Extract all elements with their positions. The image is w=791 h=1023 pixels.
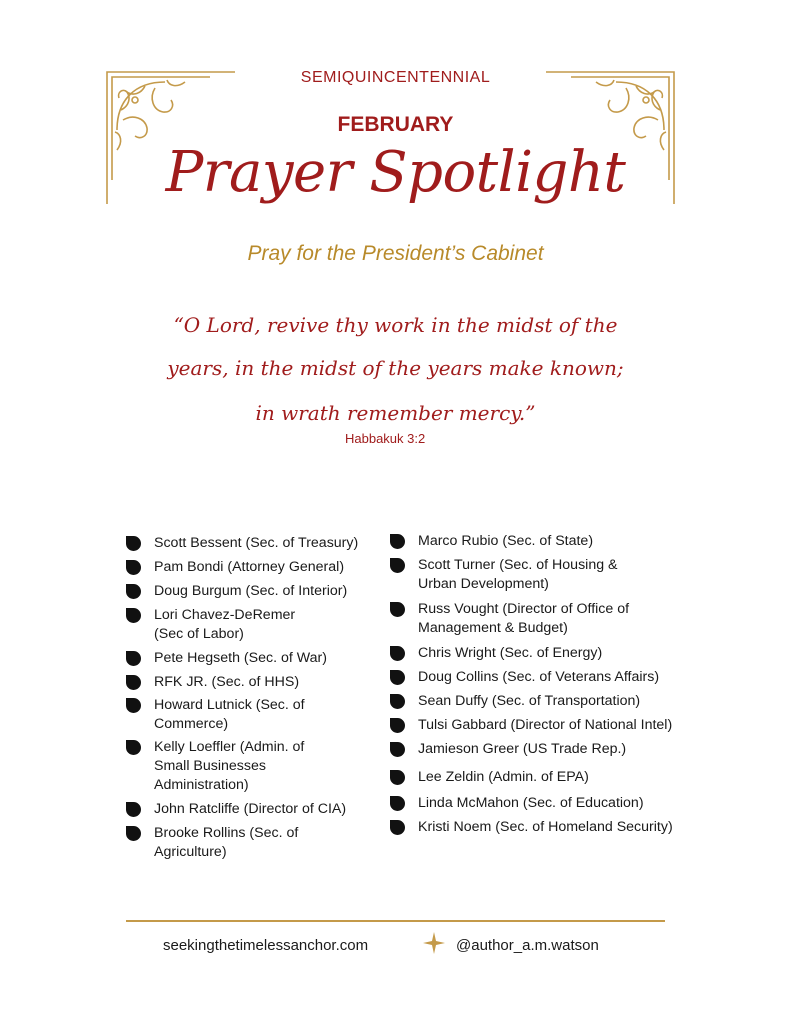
cabinet-member-text: Scott Turner (Sec. of Housing & xyxy=(418,557,618,573)
cabinet-member-text: Chris Wright (Sec. of Energy) xyxy=(418,645,603,661)
cabinet-list-item xyxy=(126,673,416,692)
leaf-bullet-icon xyxy=(390,742,405,757)
cabinet-list-item xyxy=(126,800,416,819)
four-point-star-icon xyxy=(423,932,445,954)
cabinet-list-item xyxy=(390,768,758,787)
cabinet-member-text: Pete Hegseth (Sec. of War) xyxy=(154,650,327,666)
cabinet-member-text: Doug Burgum (Sec. of Interior) xyxy=(154,583,348,599)
cabinet-member-text: Russ Vought (Director of Office of xyxy=(418,601,630,617)
cabinet-list-item xyxy=(390,668,758,687)
cabinet-member-text: Pam Bondi (Attorney General) xyxy=(154,559,345,575)
cabinet-member-text: Scott Bessent (Sec. of Treasury) xyxy=(154,535,359,551)
leaf-bullet-icon xyxy=(126,826,141,841)
leaf-bullet-icon xyxy=(390,770,405,785)
cabinet-list-item xyxy=(126,649,416,668)
cabinet-member-text: Agriculture) xyxy=(154,844,227,860)
cabinet-member-text: Kelly Loeffler (Admin. of xyxy=(154,739,305,755)
leaf-bullet-icon xyxy=(390,820,405,835)
leaf-bullet-icon xyxy=(390,694,405,709)
cabinet-member-text: Sean Duffy (Sec. of Transportation) xyxy=(418,693,641,709)
cabinet-list-item xyxy=(126,824,416,862)
leaf-bullet-icon xyxy=(126,584,141,599)
leaf-bullet-icon xyxy=(390,534,405,549)
leaf-bullet-icon xyxy=(126,740,141,755)
cabinet-list-item xyxy=(390,740,758,759)
cabinet-list-item xyxy=(390,556,758,594)
cabinet-list-item xyxy=(390,692,758,711)
cabinet-member-text: Administration) xyxy=(154,777,249,793)
month-heading: FEBRUARY xyxy=(337,113,454,136)
cabinet-member-text: Marco Rubio (Sec. of State) xyxy=(418,533,594,549)
tagline: Pray for the President’s Cabinet xyxy=(247,242,544,265)
cabinet-list-item xyxy=(390,818,758,837)
cabinet-member-text: John Ratcliffe (Director of CIA) xyxy=(154,801,347,817)
leaf-bullet-icon xyxy=(390,670,405,685)
cabinet-list-item xyxy=(390,600,758,638)
leaf-bullet-icon xyxy=(390,558,405,573)
page-title: Prayer Spotlight xyxy=(165,140,626,205)
leaf-bullet-icon xyxy=(126,675,141,690)
cabinet-list-item xyxy=(390,716,758,735)
verse-reference: Habbakuk 3:2 xyxy=(345,431,426,446)
cabinet-list-item xyxy=(126,606,416,644)
cabinet-member-text: Howard Lutnick (Sec. of xyxy=(154,697,305,713)
cabinet-member-text: Management & Budget) xyxy=(418,620,568,636)
footer-handle: @author_a.m.watson xyxy=(456,937,599,954)
leaf-bullet-icon xyxy=(390,602,405,617)
leaf-bullet-icon xyxy=(390,646,405,661)
cabinet-member-text: Doug Collins (Sec. of Veterans Affairs) xyxy=(418,669,660,685)
leaf-bullet-icon xyxy=(126,536,141,551)
cabinet-member-text: Lee Zeldin (Admin. of EPA) xyxy=(418,769,589,785)
footer-website: seekingthetimelessanchor.com xyxy=(163,937,369,954)
cabinet-member-text: RFK JR. (Sec. of HHS) xyxy=(154,674,300,690)
leaf-bullet-icon xyxy=(390,718,405,733)
leaf-bullet-icon xyxy=(126,698,141,713)
cabinet-member-text: Brooke Rollins (Sec. of xyxy=(154,825,299,841)
leaf-bullet-icon xyxy=(390,796,405,811)
cabinet-list-item xyxy=(390,644,758,663)
footer-divider xyxy=(126,920,665,922)
leaf-bullet-icon xyxy=(126,802,141,817)
cabinet-member-text: Small Businesses xyxy=(154,758,266,774)
cabinet-member-text: Linda McMahon (Sec. of Education) xyxy=(418,795,644,811)
cabinet-member-text: Urban Development) xyxy=(418,576,549,592)
cabinet-list-item xyxy=(126,558,416,577)
cabinet-member-text: Lori Chavez-DeRemer xyxy=(154,607,296,623)
leaf-bullet-icon xyxy=(126,560,141,575)
cabinet-list-item xyxy=(126,696,416,734)
cabinet-member-text: Kristi Noem (Sec. of Homeland Security) xyxy=(418,819,673,835)
subtitle: SEMIQUINCENTENNIAL xyxy=(300,69,491,86)
verse-line-2: years, in the midst of the years make known; xyxy=(167,356,624,380)
cabinet-member-text: Commerce) xyxy=(154,716,229,732)
cabinet-member-text: (Sec of Labor) xyxy=(154,626,244,642)
cabinet-list-item xyxy=(126,582,416,601)
cabinet-list-item xyxy=(126,534,416,553)
verse-line-1: “O Lord, revive thy work in the midst of the xyxy=(173,313,618,337)
cabinet-member-text: Jamieson Greer (US Trade Rep.) xyxy=(418,741,627,757)
verse-line-3: in wrath remember mercy.” xyxy=(255,401,536,425)
leaf-bullet-icon xyxy=(126,608,141,623)
leaf-bullet-icon xyxy=(126,651,141,666)
cabinet-list-item xyxy=(126,738,416,795)
cabinet-member-text: Tulsi Gabbard (Director of National Intel) xyxy=(418,717,673,733)
cabinet-list-item xyxy=(390,532,758,551)
cabinet-list-item xyxy=(390,794,758,813)
